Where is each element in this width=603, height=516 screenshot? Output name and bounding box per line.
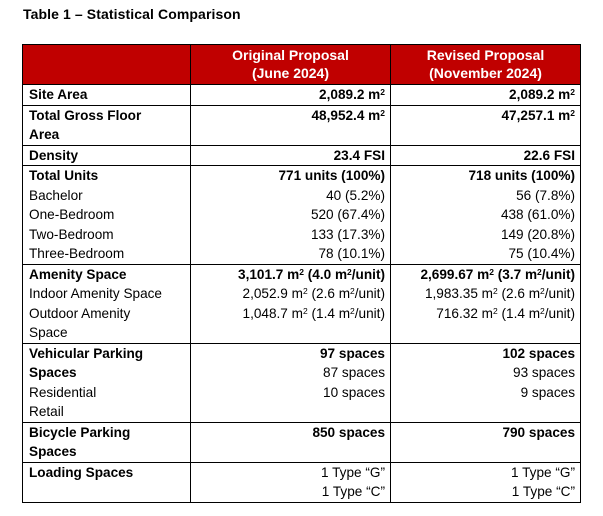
table-row [23, 225, 581, 245]
gfa-revised: 47,257.1 $m^2$ [391, 105, 581, 145]
table-row [23, 145, 581, 166]
row-label-three-bedroom: Three-Bedroom [23, 244, 191, 264]
table-row [23, 205, 581, 225]
loading-original: 1 Type “G” 1 Type “C” [191, 462, 391, 502]
table-header-row [23, 45, 581, 85]
density-revised: 22.6 FSI [391, 145, 581, 166]
table-row [23, 343, 581, 422]
row-label-gfa: Total Gross Floor Area [23, 105, 191, 145]
table-caption: Table 1 – Statistical Comparison [23, 6, 241, 22]
site-area-original: 2,089.2 $m^2$ [191, 85, 391, 106]
row-label-total-units: Total Units [23, 166, 191, 186]
statistical-comparison-table [22, 44, 581, 503]
table-row [23, 85, 581, 106]
indoor-amenity-original: 2,052.9 $m^2$ (2.6 $m^2/unit$) [191, 284, 391, 304]
three-bedroom-revised: 75 (10.4%) [391, 244, 581, 264]
three-bedroom-original: 78 (10.1%) [191, 244, 391, 264]
row-label-retail: Retail [29, 404, 64, 419]
row-label-bicycle-parking: Bicycle Parking Spaces [23, 422, 191, 462]
density-original: 23.4 FSI [191, 145, 391, 166]
row-label-bachelor: Bachelor [23, 186, 191, 206]
table-row [23, 105, 581, 145]
header-original-proposal [191, 45, 391, 85]
total-units-original: 771 units (100%) [191, 166, 391, 186]
table-row [23, 284, 581, 304]
bicycle-revised: 790 spaces [391, 422, 581, 462]
header-revised-date: (November 2024) [429, 64, 542, 81]
row-label-indoor-amenity: Indoor Amenity Space [23, 284, 191, 304]
header-original-title: Original Proposal [232, 47, 349, 63]
bachelor-revised: 56 (7.8%) [391, 186, 581, 206]
row-label-vehicular-parking: Vehicular Parking Spaces Residential Retail [23, 343, 191, 422]
parking-revised: 102 spaces 93 spaces 9 spaces [391, 343, 581, 422]
header-revised-proposal [391, 45, 581, 85]
header-original-date: (June 2024) [251, 64, 330, 81]
table-row [23, 304, 581, 344]
row-label-site-area: Site Area [23, 85, 191, 106]
row-label-loading-spaces: Loading Spaces [23, 462, 191, 502]
row-label-amenity-space: Amenity Space [23, 264, 191, 284]
table-row [23, 462, 581, 502]
indoor-amenity-revised: 1,983.35 $m^2$ (2.6 $m^2/unit$) [391, 284, 581, 304]
row-label-outdoor-amenity: Outdoor Amenity Space [23, 304, 191, 344]
gfa-original: 48,952.4 $m^2$ [191, 105, 391, 145]
outdoor-amenity-revised: 716.32 $m^2$ (1.4 $m^2/unit$) [391, 304, 581, 344]
amenity-original: 3,101.7 $m^2$ (4.0 $m^2/unit$) [191, 264, 391, 284]
two-bedroom-revised: 149 (20.8%) [391, 225, 581, 245]
one-bedroom-revised: 438 (61.0%) [391, 205, 581, 225]
outdoor-amenity-original: 1,048.7 $m^2$ (1.4 $m^2/unit$) [191, 304, 391, 344]
site-area-revised: 2,089.2 $m^2$ [391, 85, 581, 106]
row-label-density: Density [23, 145, 191, 166]
parking-original: 97 spaces 87 spaces 10 spaces [191, 343, 391, 422]
bachelor-original: 40 (5.2%) [191, 186, 391, 206]
one-bedroom-original: 520 (67.4%) [191, 205, 391, 225]
row-label-residential: Residential [29, 384, 97, 400]
amenity-revised: 2,699.67 $m^2$ (3.7 $m^2/unit$) [391, 264, 581, 284]
header-blank-cell [23, 45, 191, 85]
loading-revised: 1 Type “G” 1 Type “C” [391, 462, 581, 502]
two-bedroom-original: 133 (17.3%) [191, 225, 391, 245]
table-row [23, 264, 581, 284]
row-label-one-bedroom: One-Bedroom [23, 205, 191, 225]
table-row [23, 186, 581, 206]
total-units-revised: 718 units (100%) [391, 166, 581, 186]
table-row [23, 422, 581, 462]
row-label-two-bedroom: Two-Bedroom [23, 225, 191, 245]
header-revised-title: Revised Proposal [426, 47, 545, 63]
table-row [23, 166, 581, 186]
bicycle-original: 850 spaces [191, 422, 391, 462]
table-row [23, 244, 581, 264]
